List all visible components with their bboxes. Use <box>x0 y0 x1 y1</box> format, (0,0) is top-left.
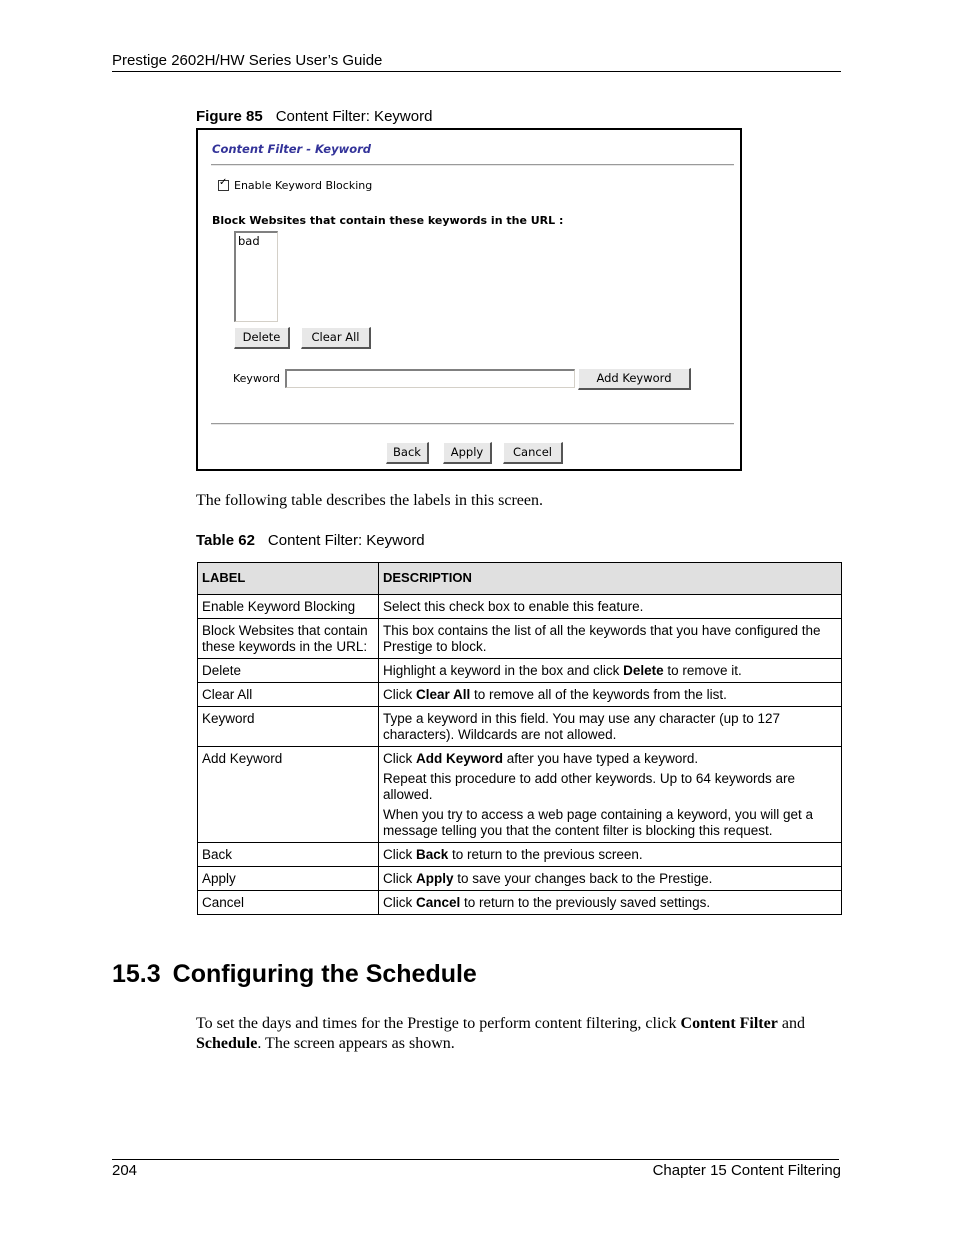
row-label: Add Keyword <box>198 747 379 843</box>
table-row <box>198 683 842 707</box>
row-description: Click Clear All to remove all of the keywords from the list. <box>379 683 842 707</box>
body-paragraph: To set the days and times for the Prestige to perform content filtering, click Content Filter and Schedule. The screen appears as shown. <box>196 1015 805 1052</box>
divider-top <box>211 164 734 166</box>
back-button[interactable]: Back <box>386 442 429 464</box>
screen-title: Content Filter - Keyword <box>212 142 372 156</box>
cancel-button[interactable]: Cancel <box>503 442 563 464</box>
row-description: Type a keyword in this field. You may use any character (up to 127 characters). Wildcards are not allowed. <box>379 707 842 747</box>
table-row <box>198 707 842 747</box>
chapter-footer: Chapter 15 Content Filtering <box>652 1162 841 1179</box>
row-label: Enable Keyword Blocking <box>198 595 379 619</box>
header-description: DESCRIPTION <box>379 563 842 595</box>
section-title: Configuring the Schedule <box>172 960 477 988</box>
table-row <box>198 619 842 659</box>
header-rule <box>112 71 841 72</box>
table-row <box>198 747 842 843</box>
table-header-row <box>198 563 842 595</box>
delete-button[interactable]: Delete <box>234 327 290 349</box>
section-number: 15.3 <box>112 960 161 988</box>
label-description-table <box>197 562 842 915</box>
clear-all-button[interactable]: Clear All <box>301 327 371 349</box>
table-caption-text: Content Filter: Keyword <box>267 532 425 549</box>
row-label: Clear All <box>198 683 379 707</box>
header-label: LABEL <box>198 563 379 595</box>
enable-keyword-row <box>218 179 372 192</box>
row-label: Block Websites that contain these keywords in the URL: <box>198 619 379 659</box>
table-label: Table 62 <box>196 532 255 549</box>
figure-caption-text: Content Filter: Keyword <box>275 108 433 125</box>
running-header: Prestige 2602H/HW Series User’s Guide <box>112 52 383 69</box>
keyword-list-box[interactable] <box>234 231 278 322</box>
table-row <box>198 891 842 915</box>
keyword-label: Keyword <box>233 372 280 385</box>
keyword-list-item[interactable]: bad <box>238 234 260 248</box>
row-description: Click Cancel to return to the previously saved settings. <box>379 891 842 915</box>
row-description: This box contains the list of all the keywords that you have configured the Prestige to block. <box>379 619 842 659</box>
row-description: Click Back to return to the previous screen. <box>379 843 842 867</box>
row-label: Keyword <box>198 707 379 747</box>
footer-rule <box>112 1159 839 1160</box>
row-description: Click Add Keyword after you have typed a keyword. Repeat this procedure to add other keywords. Up to 64 keywords are allowed. When you try to access a web page containing a keyword, you will get a message telling you that the content filter is blocking this request. <box>379 747 842 843</box>
section-heading <box>112 960 477 989</box>
add-keyword-button[interactable]: Add Keyword <box>578 368 691 390</box>
row-label: Delete <box>198 659 379 683</box>
figure-caption <box>196 108 432 125</box>
page-number: 204 <box>112 1162 138 1179</box>
enable-keyword-label: Enable Keyword Blocking <box>234 179 373 192</box>
block-websites-label: Block Websites that contain these keywords in the URL : <box>212 214 564 227</box>
table-row <box>198 659 842 683</box>
intro-text: The following table describes the labels in this screen. <box>196 492 544 509</box>
table-row <box>198 843 842 867</box>
row-description: Click Apply to save your changes back to the Prestige. <box>379 867 842 891</box>
enable-keyword-checkbox[interactable] <box>218 180 229 191</box>
divider-bottom <box>211 423 734 425</box>
table-row <box>198 867 842 891</box>
content-filter-screenshot <box>196 128 742 471</box>
figure-label: Figure 85 <box>196 108 263 125</box>
keyword-input[interactable] <box>285 369 575 388</box>
row-label: Cancel <box>198 891 379 915</box>
table-row <box>198 595 842 619</box>
row-description: Highlight a keyword in the box and click Delete to remove it. <box>379 659 842 683</box>
row-description: Select this check box to enable this feature. <box>379 595 842 619</box>
row-label: Apply <box>198 867 379 891</box>
table-caption <box>196 532 425 549</box>
apply-button[interactable]: Apply <box>443 442 492 464</box>
row-label: Back <box>198 843 379 867</box>
